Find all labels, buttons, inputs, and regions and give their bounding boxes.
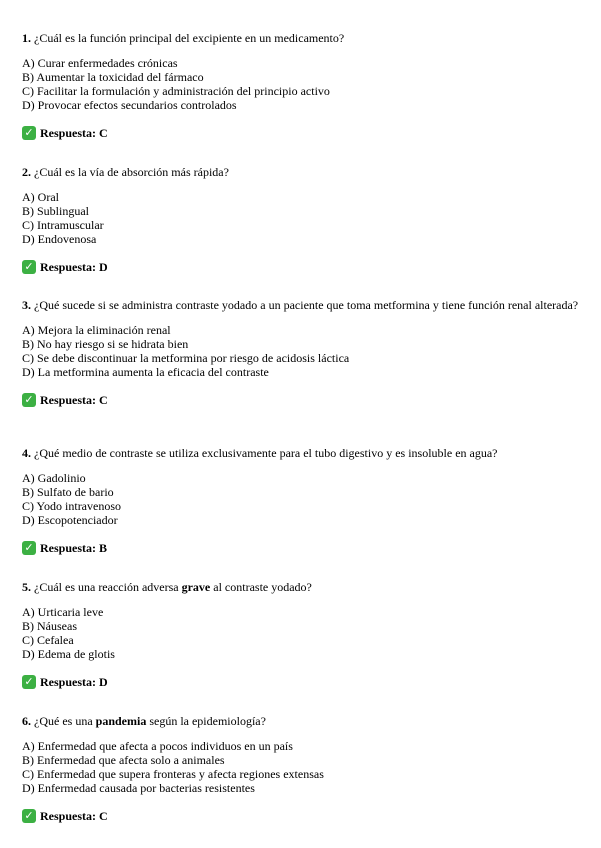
question-text: 5. ¿Cuál es una reacción adversa grave al contraste yodado? [22,580,312,594]
option-a: A) Mejora la eliminación renal [22,323,171,337]
question-4 [22,446,582,556]
option-c: C) Enfermedad que supera fronteras y afecta regiones extensas [22,767,324,781]
option-d: D) Provocar efectos secundarios controlados [22,98,237,112]
question-6 [22,714,582,824]
answer-line: ✓ Respuesta: C [22,392,582,408]
check-mark-icon: ✓ [22,126,36,140]
question-5 [22,580,582,690]
check-mark-icon: ✓ [22,260,36,274]
question-text: 1. ¿Cuál es la función principal del excipiente en un medicamento? [22,31,345,45]
option-d: D) Enfermedad causada por bacterias resistentes [22,781,255,795]
option-a: A) Urticaria leve [22,605,104,619]
option-b: B) Náuseas [22,619,77,633]
answer-line: ✓ Respuesta: D [22,674,582,690]
option-b: B) No hay riesgo si se hidrata bien [22,337,189,351]
option-b: B) Enfermedad que afecta solo a animales [22,753,225,767]
option-c: C) Facilitar la formulación y administración del principio activo [22,84,330,98]
option-d: D) Endovenosa [22,232,97,246]
check-mark-icon: ✓ [22,809,36,823]
question-1 [22,31,582,141]
question-2 [22,165,582,275]
option-list [22,190,582,246]
option-a: A) Gadolinio [22,471,86,485]
question-text: 2. ¿Cuál es la vía de absorción más rápida? [22,165,229,179]
option-a: A) Enfermedad que afecta a pocos individuos en un país [22,739,293,753]
option-list [22,605,582,661]
answer-line: ✓ Respuesta: C [22,808,582,824]
option-a: A) Oral [22,190,59,204]
check-mark-icon: ✓ [22,541,36,555]
option-c: C) Intramuscular [22,218,104,232]
question-3 [22,298,582,408]
option-a: A) Curar enfermedades crónicas [22,56,178,70]
check-mark-icon: ✓ [22,393,36,407]
option-c: C) Se debe discontinuar la metformina por riesgo de acidosis láctica [22,351,350,365]
option-list [22,323,582,379]
question-text: 3. ¿Qué sucede si se administra contraste yodado a un paciente que toma metformina y tiene función renal alterada? [22,298,579,312]
answer-line: ✓ Respuesta: C [22,125,582,141]
option-b: B) Sublingual [22,204,90,218]
option-d: D) La metformina aumenta la eficacia del contraste [22,365,269,379]
option-list [22,739,582,795]
question-text: 4. ¿Qué medio de contraste se utiliza exclusivamente para el tubo digestivo y es insoluble en agua? [22,446,498,460]
option-list [22,471,582,527]
answer-line: ✓ Respuesta: D [22,259,582,275]
option-b: B) Sulfato de bario [22,485,114,499]
option-d: D) Escopotenciador [22,513,118,527]
answer-line: ✓ Respuesta: B [22,540,582,556]
option-b: B) Aumentar la toxicidad del fármaco [22,70,204,84]
option-c: C) Yodo intravenoso [22,499,122,513]
check-mark-icon: ✓ [22,675,36,689]
option-list [22,56,582,112]
option-c: C) Cefalea [22,633,74,647]
question-text: 6. ¿Qué es una pandemia según la epidemiología? [22,714,266,728]
option-d: D) Edema de glotis [22,647,115,661]
